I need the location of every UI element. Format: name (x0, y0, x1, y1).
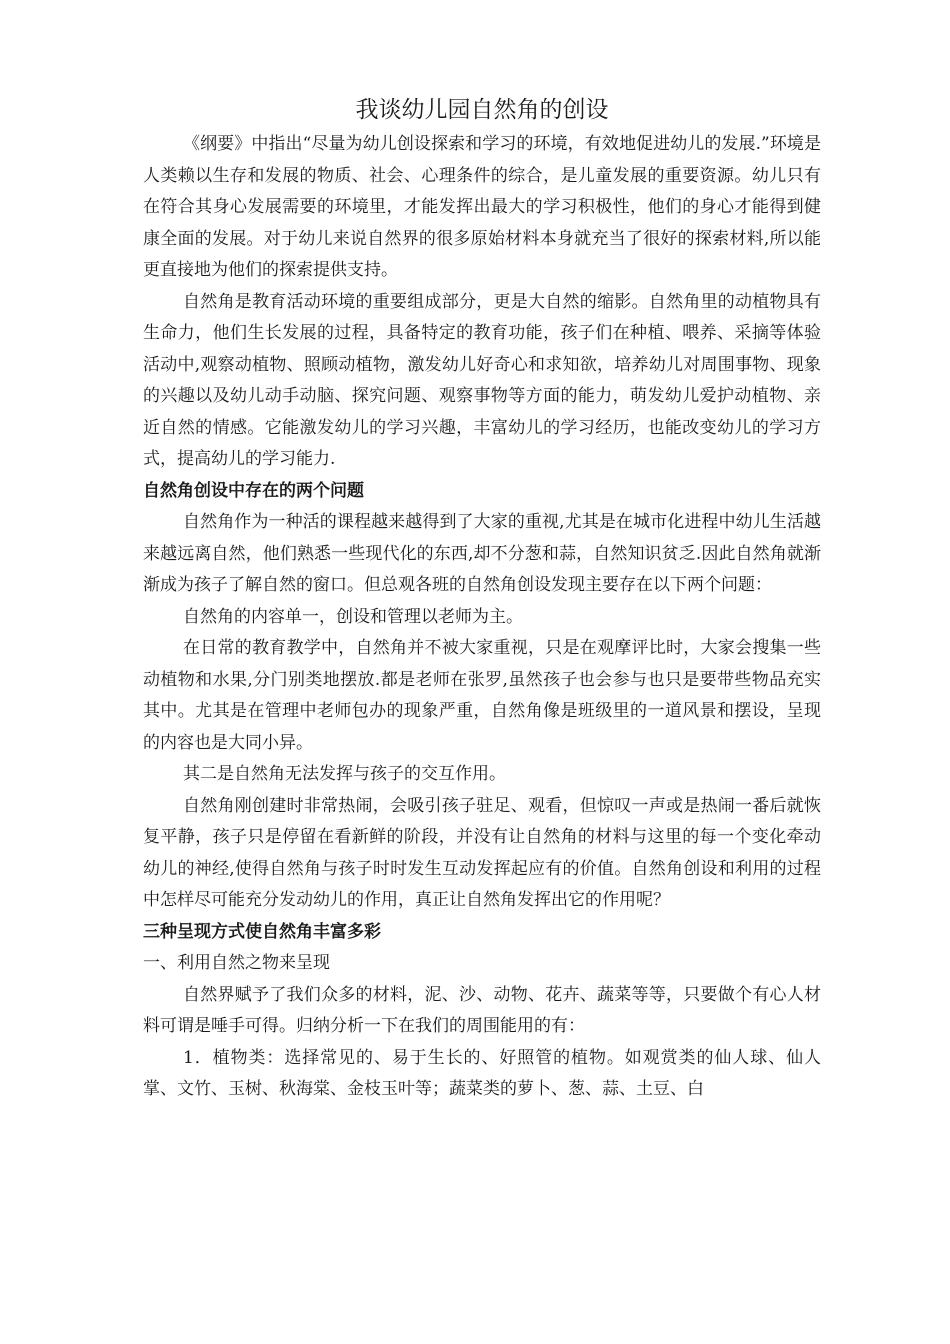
methods-paragraph-1: 自然界赋予了我们众多的材料，泥、沙、动物、花卉、蔬菜等等，只要做个有心人材料可谓是唾手可得。归纳分析一下在我们的周围能用的有： (143, 984, 821, 1036)
problems-paragraph-1: 自然角作为一种活的课程越来越得到了大家的重视,尤其是在城市化进程中幼儿生活越来越远离自然，他们熟悉一些现代化的东西,却不分葱和蒜，自然知识贫乏.因此自然角就渐渐成为孩子了解自然的窗口。但总观各班的自然角创设发现主要存在以下两个问题： (143, 512, 821, 595)
intro-paragraph-1: 《纲要》中指出“尽量为幼儿创设探索和学习的环境，有效地促进幼儿的发展.”环境是人类赖以生存和发展的物质、社会、心理条件的综合，是儿童发展的重要资源。幼儿只有在符合其身心发展需要的环境里，才能发挥出最大的学习积极性，他们的身心才能得到健康全面的发展。对于幼儿来说自然界的很多原始材料本身就充当了很好的探索材料,所以能更直接地为他们的探索提供支持。 (143, 134, 821, 280)
subheading-natural-objects: 一、利用自然之物来呈现 (143, 953, 330, 973)
section-heading-methods: 三种呈现方式使自然角丰富多彩 (143, 921, 381, 942)
problems-paragraph-4: 其二是自然角无法发挥与孩子的交互作用。 (183, 764, 506, 784)
problems-paragraph-5: 自然角刚创建时非常热闹，会吸引孩子驻足、观看，但惊叹一声或是热闹一番后就恢复平静，孩子只是停留在看新鲜的阶段，并没有让自然角的材料与这里的每一个变化牵动幼儿的神经,使得自然角与孩子时时发生互动发挥起应有的价值。自然角创设和利用的过程中怎样尽可能充分发动幼儿的作用，真正让自然角发挥出它的作用呢？ (143, 795, 821, 910)
intro-paragraph-2: 自然角是教育活动环境的重要组成部分，更是大自然的缩影。自然角里的动植物具有生命力，他们生长发展的过程，具备特定的教育功能，孩子们在种植、喂养、采摘等体验活动中,观察动植物、照顾动植物，激发幼儿好奇心和求知欲，培养幼儿对周围事物、现象的兴趣以及幼儿动手动脑、探究问题、观察事物等方面的能力，萌发幼儿爱护动植物、亲近自然的情感。它能激发幼儿的学习兴趣，丰富幼儿的学习经历，也能改变幼儿的学习方式，提高幼儿的学习能力. (143, 291, 821, 469)
problems-paragraph-2: 自然角的内容单一，创设和管理以老师为主。 (183, 606, 523, 627)
methods-paragraph-2: 1．植物类：选择常见的、易于生长的、好照管的植物。如观赏类的仙人球、仙人掌、文竹、玉树、秋海棠、金枝玉叶等；蔬菜类的萝卜、葱、蒜、土豆、白 (143, 1047, 821, 1099)
document-body (143, 95, 821, 1106)
section-heading-problems: 自然角创设中存在的两个问题 (143, 480, 364, 501)
problems-paragraph-3: 在日常的教育教学中，自然角并不被大家重视，只是在观摩评比时，大家会搜集一些动植物和水果,分门别类地摆放.都是老师在张罗,虽然孩子也会参与也只是要带些物品充实其中。尤其是在管理中老师包办的现象严重，自然角像是班级里的一道风景和摆设，呈现的内容也是大同小异。 (143, 638, 821, 753)
document-title: 我谈幼儿园自然角的创设 (355, 97, 609, 123)
